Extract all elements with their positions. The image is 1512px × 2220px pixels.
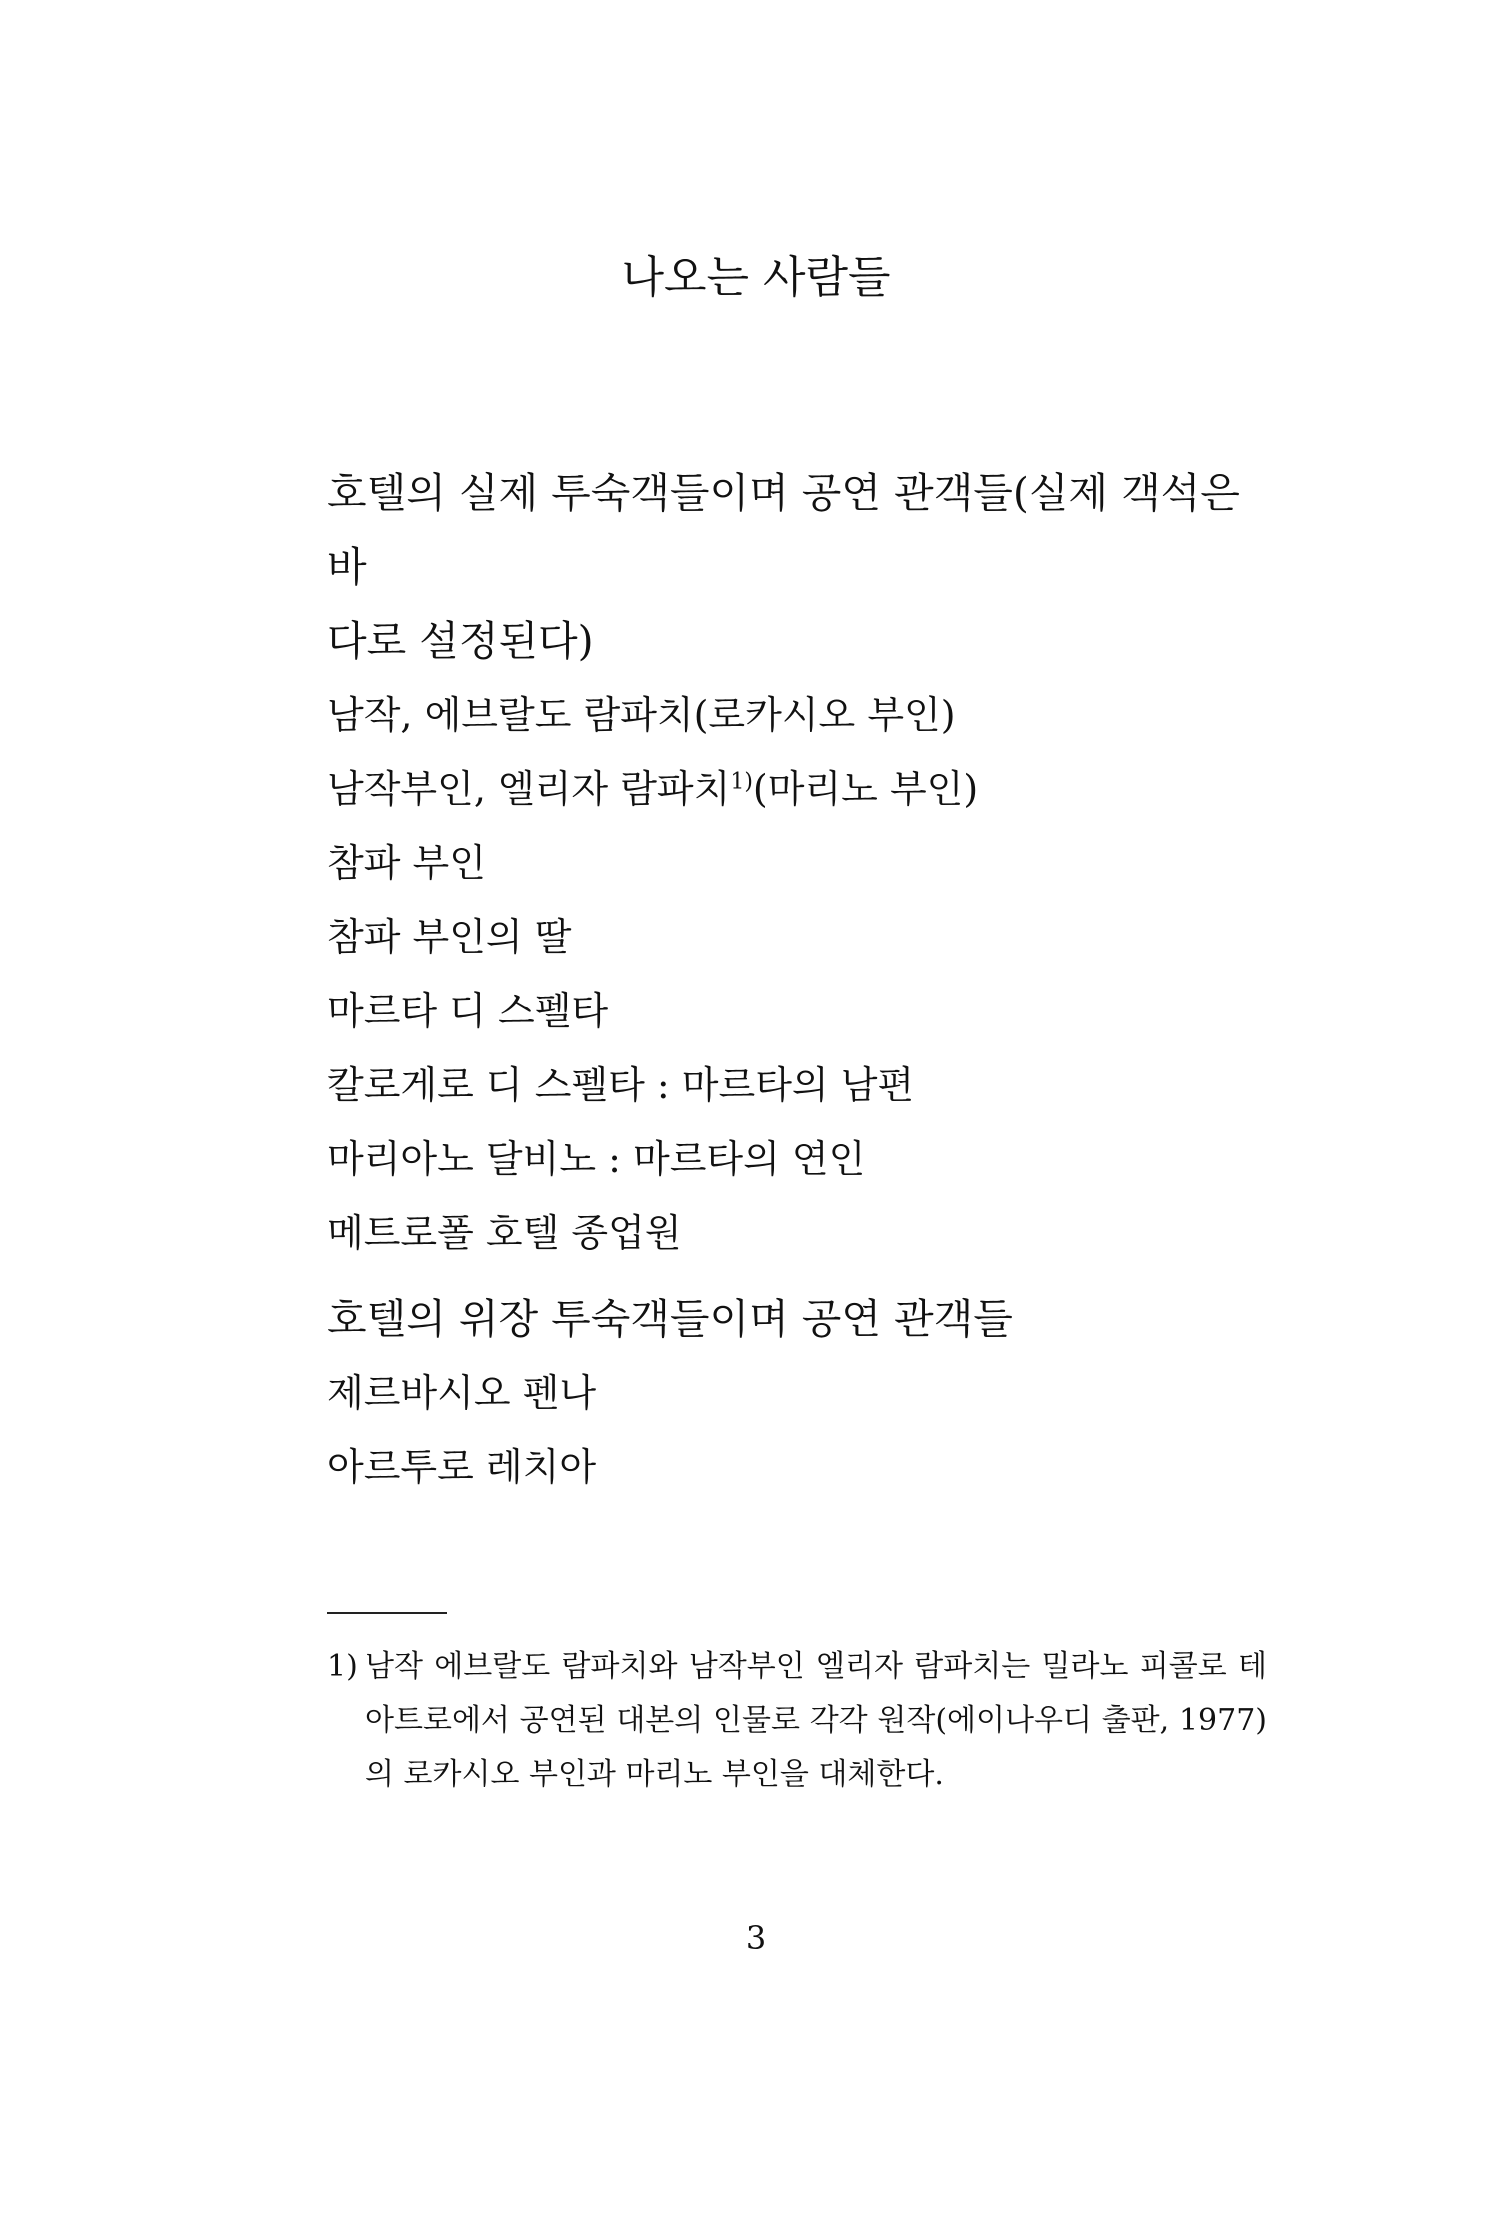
- footnote-marker: 1): [327, 1649, 358, 1684]
- character-role: (마리노 부인): [752, 767, 979, 811]
- page-title: 나오는 사람들: [621, 252, 891, 303]
- character-line: 마리아노 달비노 : 마르타의 연인: [327, 1137, 866, 1181]
- character-name: 남작부인, 엘리자 람파치: [327, 767, 731, 811]
- section-disguised-guests: [327, 1282, 1267, 1504]
- character-line: 마르타 디 스펠타: [327, 989, 609, 1033]
- footnote-divider: [327, 1612, 447, 1614]
- character-line: 제르바시오 펜나: [327, 1371, 597, 1415]
- character-line: 아르투로 레치아: [327, 1445, 597, 1489]
- section-heading: 호텔의 위장 투숙객들이며 공연 관객들: [327, 1295, 1013, 1343]
- character-line: 칼로게로 디 스펠타 : 마르타의 남편: [327, 1063, 915, 1107]
- footnote-text: 남작 에브랄도 람파치와 남작부인 엘리자 람파치는 밀라노 피콜로 테아트로에서 공연된 대본의 인물로 각각 원작(에이나우디 출판, 1977)의 로카시오 부인과 마리노 부인을 대체한다.: [365, 1649, 1267, 1792]
- footnote: [327, 1640, 1267, 1802]
- character-line: 메트로폴 호텔 종업원: [327, 1211, 682, 1255]
- character-line: [327, 752, 1267, 826]
- section-heading-line-2: 다로 설정된다): [327, 617, 594, 665]
- section-heading-line-1: 호텔의 실제 투숙객들이며 공연 관객들(실제 객석은 바: [327, 469, 1240, 591]
- section-heading: [327, 456, 1267, 678]
- character-line: 참파 부인: [327, 841, 486, 885]
- character-line: 남작, 에브랄도 람파치(로카시오 부인): [327, 693, 956, 737]
- page-number: 3: [745, 1919, 767, 1957]
- character-line: 참파 부인의 딸: [327, 915, 572, 959]
- footnote-reference: 1): [730, 769, 753, 795]
- section-real-guests: [327, 456, 1267, 1270]
